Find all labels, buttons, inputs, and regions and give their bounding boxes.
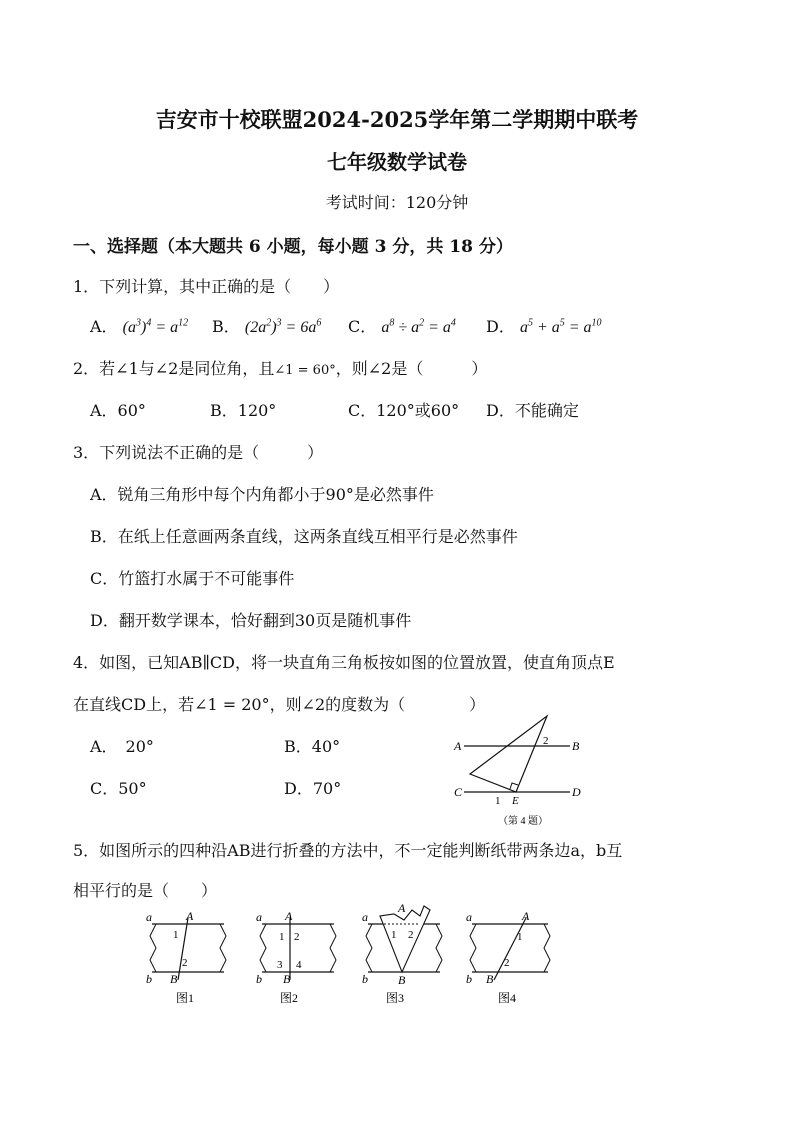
fig4-label-a: A [454, 739, 462, 753]
fig3-angle-2: 2 [408, 929, 414, 941]
q1-option-a-label: A． [90, 317, 118, 336]
fig4-label-d: D [572, 785, 581, 799]
fig1-label-a: A [186, 909, 194, 923]
fig4-caption-text: 图4 [498, 991, 517, 1005]
exam-subtitle: 七年级数学试卷 [327, 150, 467, 174]
q1-stem: 1．下列计算，其中正确的是（ ） [73, 277, 340, 296]
q2-option-a: A．60° [90, 401, 146, 420]
q4-option-a: A． 20° [90, 737, 154, 756]
exam-title: 吉安市十校联盟2024-2025学年第二学期期中联考 [155, 107, 639, 132]
fig1-angle-2: 2 [182, 957, 188, 969]
q3-option-a: A．锐角三角形中每个内角都小于90°是必然事件 [90, 485, 434, 504]
fig2-angle-2: 2 [294, 931, 300, 943]
fig2-label-a: A [285, 909, 293, 923]
fig2-angle-3: 3 [277, 959, 283, 971]
q1-option-b [212, 314, 321, 337]
fig3-label-b: B [398, 973, 406, 987]
q4-option-c: C．50° [90, 779, 147, 798]
fig1-tear [150, 924, 226, 972]
q3-stem: 3．下列说法不正确的是（ ） [73, 443, 324, 462]
q1-option-d-expr: $a^5 + a^5 = a^{10}$ [519, 317, 602, 336]
fig4-label-b: B [572, 739, 580, 753]
q5-stem-line2: 相平行的是（ ） [73, 881, 218, 900]
q1-option-a [90, 314, 188, 337]
q5-figure-3 [358, 898, 448, 1008]
q1-option-c-expr: $a^8 \div a^2 = a^4$ [381, 317, 456, 336]
fig4-label-a-edge: a [466, 910, 472, 924]
fig4-angle-2: 2 [504, 957, 510, 969]
fig3-folded-flap [380, 906, 430, 972]
q1-option-c [348, 314, 456, 337]
q4-option-b: B．40° [284, 737, 341, 756]
fig2-caption: 图2 [280, 991, 299, 1005]
fig2-label-b-edge: b [256, 972, 262, 986]
q2-option-c: C．120°或60° [348, 401, 460, 420]
q5-figure-4 [462, 908, 558, 1008]
fig1-fold [178, 918, 188, 980]
fig1-edges [152, 924, 224, 972]
fig4-label-e: E [512, 795, 519, 807]
q1-option-d [486, 314, 602, 337]
fig4-angle-1: 1 [517, 931, 523, 943]
fig1-angle-1: 1 [173, 929, 179, 941]
q4-stem-line1: 4．如图，已知AB∥CD，将一块直角三角板按如图的位置放置，使直角顶点E [73, 653, 615, 672]
q3-option-c: C．竹篮打水属于不可能事件 [90, 569, 295, 588]
q1-option-b-label: B． [212, 317, 240, 336]
q5-figure-2 [252, 908, 342, 1008]
q2-stem-c: ，则∠2是（ ） [335, 359, 488, 378]
fig4-fold [494, 918, 526, 980]
q1-option-b-expr: $(2a^2)^3 = 6a^6$ [244, 317, 322, 336]
fig1-label-b: B [170, 972, 178, 986]
fig1-label-b-edge: b [146, 972, 152, 986]
fig3-label-a-edge: a [362, 910, 368, 924]
q1-option-a-expr: $(a^3)^4 = a^{12}$ [122, 317, 189, 336]
q1-option-c-label: C． [348, 317, 377, 336]
fig3-angle-1: 1 [391, 929, 397, 941]
fig4-label-a: A [522, 909, 530, 923]
fig4-label-c: C [454, 785, 463, 799]
fig3-caption: 图3 [386, 991, 405, 1005]
q1-option-d-label: D． [486, 317, 515, 336]
q4-option-d: D．70° [284, 779, 342, 798]
fig2-label-b: B [283, 972, 291, 986]
q5-figure-1 [142, 908, 232, 1008]
q4-stem-line2: 在直线CD上，若∠1 = 20°，则∠2的度数为（ ） [73, 695, 486, 714]
fig1-label-a-edge: a [146, 910, 152, 924]
q3-option-b: B．在纸上任意画两条直线，这两条直线互相平行是必然事件 [90, 527, 518, 546]
q2-option-d: D．不能确定 [486, 401, 579, 420]
fig3-label-a: A [398, 901, 406, 915]
fig2-label-a-edge: a [256, 910, 262, 924]
q2-option-b: B．120° [210, 401, 277, 420]
q2-stem-b: ∠1 = 60° [274, 363, 336, 378]
fig4-angle-1: 1 [495, 795, 501, 807]
right-angle-mark [510, 783, 518, 789]
q4-figure [450, 708, 590, 830]
fig4-label-b: B [486, 972, 494, 986]
set-square-triangle [470, 716, 547, 792]
q2-stem-a: 2．若∠1与∠2是同位角，且 [73, 359, 275, 378]
q3-option-d: D．翻开数学课本，恰好翻到30页是随机事件 [90, 611, 412, 630]
fig1-caption: 图1 [176, 991, 195, 1005]
fig4-angle-2: 2 [543, 735, 549, 747]
fig4-label-b-edge: b [466, 972, 472, 986]
exam-time: 考试时间：120分钟 [325, 193, 469, 212]
q2-stem [73, 356, 487, 379]
q5-stem-line1: 5．如图所示的四种沿AB进行折叠的方法中，不一定能判断纸带两条边a，b互 [73, 841, 623, 860]
fig2-angle-4: 4 [296, 959, 302, 971]
fig3-label-b-edge: b [362, 972, 368, 986]
fig4-caption: （第 4 题） [498, 816, 548, 827]
section-heading: 一、选择题（本大题共 6 小题，每小题 3 分，共 18 分） [73, 237, 513, 257]
fig2-angle-1: 1 [279, 931, 285, 943]
